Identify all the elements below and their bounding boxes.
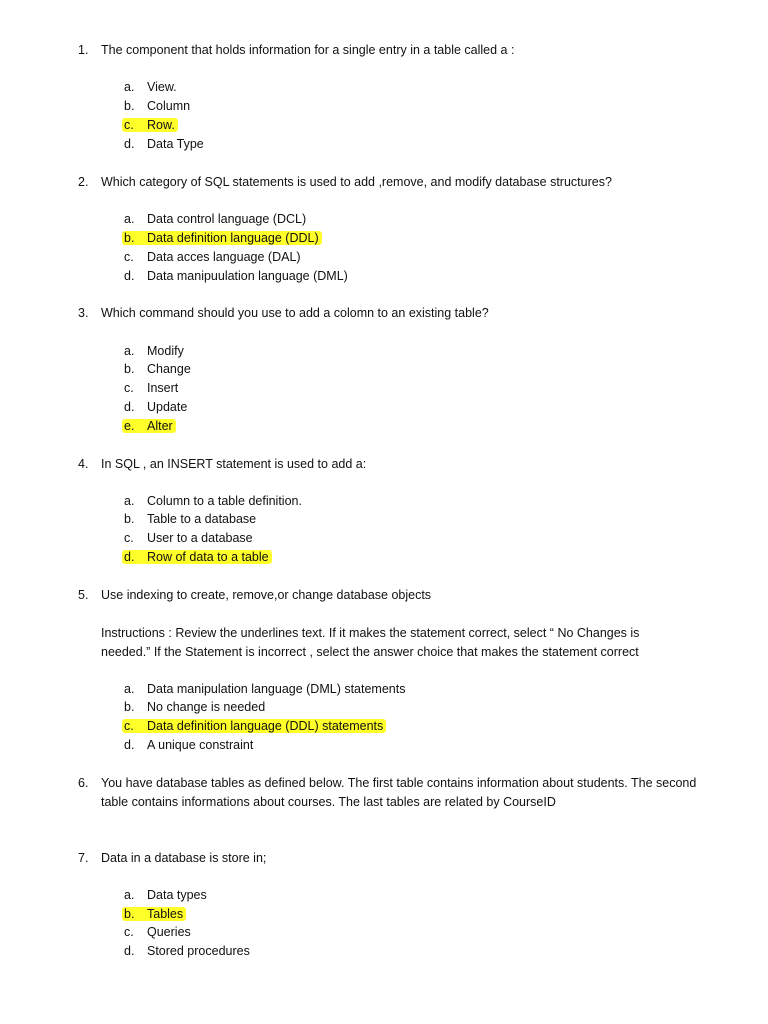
- question-number: 4.: [78, 457, 89, 471]
- option-text: Row.: [147, 118, 175, 132]
- option-text: Data definition language (DDL) statements: [147, 719, 384, 733]
- option-letter: a.: [124, 888, 135, 902]
- question-number: 5.: [78, 588, 89, 602]
- option-text: Data Type: [147, 137, 204, 151]
- answer-highlight: [122, 419, 176, 433]
- option-text: Insert: [147, 381, 179, 395]
- option-text: No change is needed: [147, 700, 266, 714]
- option-text: User to a database: [147, 531, 253, 545]
- option-text: Stored procedures: [147, 944, 250, 958]
- option-3e: [124, 417, 176, 436]
- option-text: Alter: [147, 419, 173, 433]
- option-1b: [124, 97, 190, 116]
- option-letter: c.: [124, 925, 134, 939]
- option-7a: [124, 886, 207, 905]
- option-letter: d.: [124, 944, 135, 958]
- question-text: Use indexing to create, remove,or change database objects: [101, 588, 432, 602]
- instructions-text: Instructions : Review the underlines text. If it makes the statement correct, select “ No Changes is needed.” If the Statement is incorrect , select the answer choice that makes the statement correct: [101, 626, 640, 659]
- option-2c: [124, 248, 301, 267]
- option-text: Row of data to a table: [147, 550, 269, 564]
- question-number: 3.: [78, 306, 89, 320]
- option-letter: a.: [124, 682, 135, 696]
- question-text: In SQL , an INSERT statement is used to add a:: [101, 457, 367, 471]
- option-text: Change: [147, 362, 191, 376]
- question-number: 7.: [78, 851, 89, 865]
- option-letter: b.: [124, 512, 135, 526]
- option-letter: d.: [124, 137, 135, 151]
- option-letter: b.: [124, 231, 135, 245]
- option-letter: b.: [124, 99, 135, 113]
- option-5c: [124, 717, 386, 736]
- option-letter: c.: [124, 531, 134, 545]
- answer-highlight: [122, 550, 272, 564]
- option-text: Update: [147, 400, 188, 414]
- question-text: Which category of SQL statements is used to add ,remove, and modify database structures?: [101, 175, 612, 189]
- option-letter: a.: [124, 344, 135, 358]
- option-letter: a.: [124, 80, 135, 94]
- question-6: [78, 774, 698, 812]
- option-text: Column to a table definition.: [147, 494, 302, 508]
- question-number: 6.: [78, 776, 89, 790]
- option-text: Data control language (DCL): [147, 212, 307, 226]
- answer-highlight: [122, 231, 322, 245]
- option-letter: d.: [124, 400, 135, 414]
- question-1: [78, 41, 698, 60]
- option-text: Modify: [147, 344, 184, 358]
- option-4c: [124, 529, 253, 548]
- option-letter: c.: [124, 719, 134, 733]
- option-letter: a.: [124, 212, 135, 226]
- option-letter: a.: [124, 494, 135, 508]
- option-text: Data definition language (DDL): [147, 231, 319, 245]
- option-3c: [124, 379, 178, 398]
- option-7d: [124, 942, 250, 961]
- option-7c: [124, 923, 191, 942]
- option-2d: [124, 267, 348, 286]
- option-5a: [124, 680, 405, 699]
- option-3a: [124, 342, 184, 361]
- option-text: Data manipulation language (DML) statements: [147, 682, 406, 696]
- option-text: Table to a database: [147, 512, 257, 526]
- option-text: A unique constraint: [147, 738, 254, 752]
- option-2a: [124, 210, 306, 229]
- question-4: [78, 455, 698, 474]
- option-letter: c.: [124, 250, 134, 264]
- answer-highlight: [122, 907, 186, 921]
- question-7: [78, 849, 698, 868]
- question-text: Data in a database is store in;: [101, 851, 267, 865]
- option-letter: c.: [124, 118, 134, 132]
- question-text: Which command should you use to add a colomn to an existing table?: [101, 306, 489, 320]
- option-letter: d.: [124, 269, 135, 283]
- question-5: [78, 586, 698, 605]
- option-letter: e.: [124, 419, 135, 433]
- question-text: You have database tables as defined below. The first table contains information about students. The second table contains informations about courses. The last tables are related by CourseID: [101, 776, 697, 809]
- option-5d: [124, 736, 253, 755]
- option-letter: b.: [124, 700, 135, 714]
- option-1c: [124, 116, 178, 135]
- question-3: [78, 304, 698, 323]
- option-letter: d.: [124, 738, 135, 752]
- option-4a: [124, 492, 302, 511]
- option-letter: c.: [124, 381, 134, 395]
- option-text: Data manipuulation language (DML): [147, 269, 348, 283]
- option-letter: d.: [124, 550, 135, 564]
- option-4b: [124, 510, 256, 529]
- option-text: Data types: [147, 888, 207, 902]
- option-7b: [124, 905, 186, 924]
- answer-highlight: [122, 118, 178, 132]
- option-text: Data acces language (DAL): [147, 250, 301, 264]
- option-letter: b.: [124, 362, 135, 376]
- option-1a: [124, 78, 177, 97]
- question-number: 1.: [78, 43, 89, 57]
- option-5b: [124, 698, 265, 717]
- option-letter: b.: [124, 907, 135, 921]
- question-2: [78, 173, 698, 192]
- answer-highlight: [122, 719, 386, 733]
- option-text: View.: [147, 80, 177, 94]
- option-4d: [124, 548, 272, 567]
- option-1d: [124, 135, 204, 154]
- option-text: Column: [147, 99, 191, 113]
- option-3b: [124, 360, 191, 379]
- option-2b: [124, 229, 322, 248]
- question-text: The component that holds information for a single entry in a table called a :: [101, 43, 515, 57]
- question-number: 2.: [78, 175, 89, 189]
- option-text: Queries: [147, 925, 191, 939]
- option-3d: [124, 398, 187, 417]
- option-text: Tables: [147, 907, 184, 921]
